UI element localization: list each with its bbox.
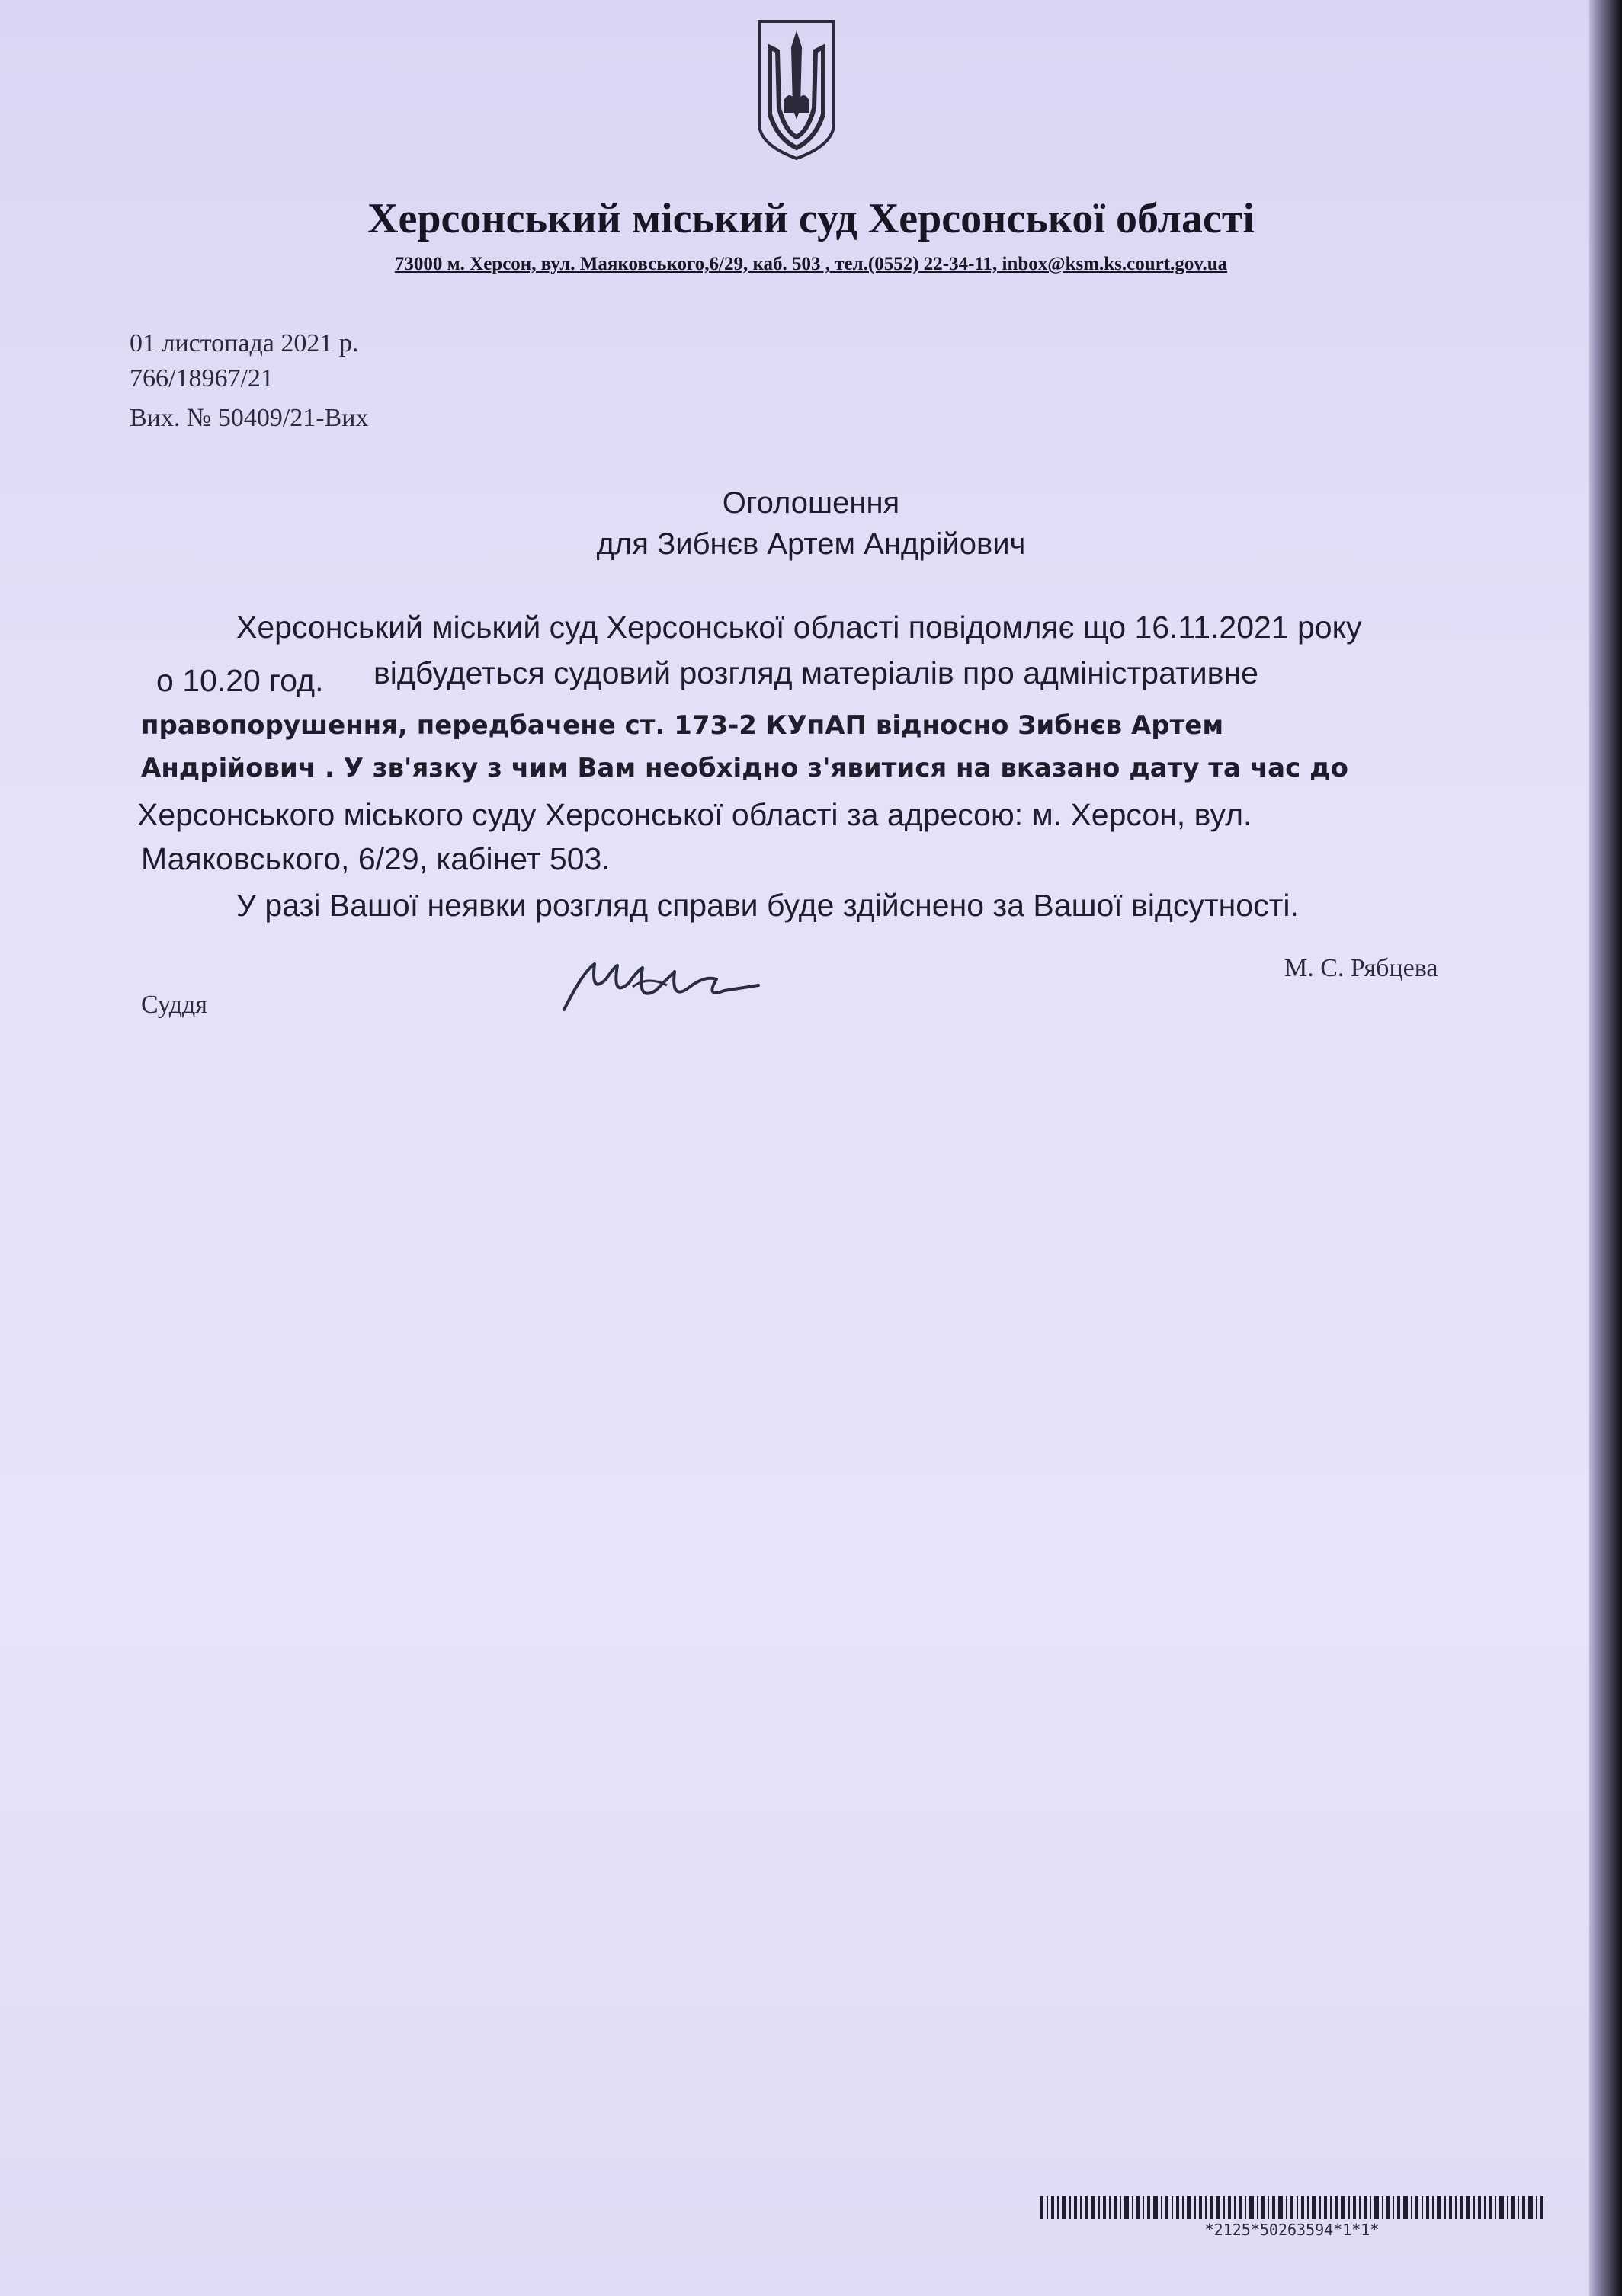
body-line-3: правопорушення, передбачене ст. 173-2 КУпАП відносно Зибнєв Артем (141, 710, 1224, 741)
ukraine-trident-emblem (755, 17, 838, 162)
judge-name: М. С. Рябцева (1284, 954, 1438, 982)
body-line-5: Херсонського міського суду Херсонської області за адресою: м. Херсон, вул. (137, 797, 1252, 832)
notice-title: Оголошення (722, 486, 900, 520)
body-line-2-rest: відбудеться судовий розгляд матеріалів про адміністративне (373, 655, 1258, 690)
document-date: 01 листопада 2021 р. (130, 329, 359, 357)
court-name: Херсонський міський суд Херсонської області (367, 195, 1255, 242)
body-line-7: У разі Вашої неявки розгляд справи буде здійснено за Вашої відсутності. (236, 888, 1299, 923)
court-address: 73000 м. Херсон, вул. Маяковського,6/29, каб. 503 , тел.(0552) 22-34-11, inbox@ksm.ks.court.gov.ua (394, 254, 1228, 274)
signature-role: Суддя (141, 991, 207, 1019)
body-line-1: Херсонський міський суд Херсонської області повідомляє що 16.11.2021 року (236, 610, 1362, 645)
outgoing-number: Вих. № 50409/21-Вих (130, 404, 369, 432)
body-line-6: Маяковського, 6/29, кабінет 503. (141, 841, 611, 876)
barcode-text: *2125*50263594*1*1* (1204, 2221, 1380, 2239)
case-number: 766/18967/21 (130, 364, 274, 392)
handwritten-signature (560, 956, 766, 1017)
notice-addressee: для Зибнєв Артем Андрійович (596, 527, 1026, 561)
body-line-4: Андрійович . У зв'язку з чим Вам необхідно з'явитися на вказано дату та час до (141, 753, 1348, 783)
barcode (1040, 2196, 1543, 2219)
page-shadow-edge (1589, 0, 1622, 2296)
body-line-2-time: о 10.20 год. (156, 663, 324, 698)
